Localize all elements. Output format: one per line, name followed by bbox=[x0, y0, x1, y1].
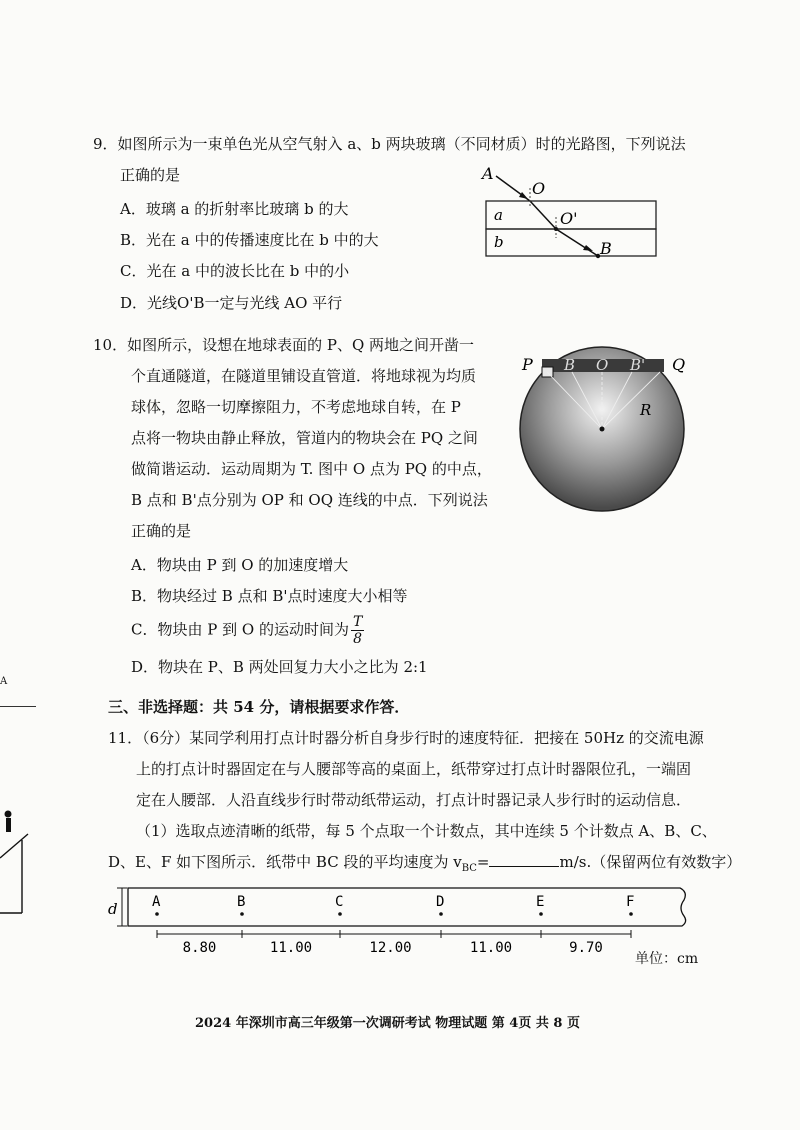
margin-figure bbox=[0, 808, 30, 916]
tape-segment-value: 12.00 bbox=[369, 940, 412, 956]
q10-stem-line6: B 点和 B'点分别为 OP 和 OQ 连线的中点．下列说法 bbox=[131, 491, 488, 509]
q9-option-b: B．光在 a 中的传播速度比在 b 中的大 bbox=[120, 231, 379, 249]
answer-blank-vbc[interactable] bbox=[489, 852, 559, 867]
page-footer: 2024 年深圳市高三年级第一次调研考试 物理试题 第 4页 共 8 页 bbox=[195, 1016, 580, 1031]
q10-label-q: Q bbox=[672, 355, 686, 374]
tape-point-label-d: D bbox=[436, 894, 445, 910]
tape-point-dot-b bbox=[240, 912, 244, 916]
q10-stem-line3: 球体，忽略一切摩擦阻力，不考虑地球自转，在 P bbox=[131, 398, 461, 416]
section3-heading: 三、非选择题：共 54 分，请根据要求作答． bbox=[108, 698, 410, 716]
q9-label-glass-b: b bbox=[494, 233, 504, 251]
tape-point-dot-a bbox=[155, 912, 159, 916]
tape-point-label-a: A bbox=[152, 894, 161, 910]
q9-label-b-point: B bbox=[600, 239, 612, 258]
q10-stem-line2: 个直通隧道，在隧道里铺设直管道．将地球视为均质 bbox=[131, 367, 477, 385]
tape-dimensions bbox=[157, 930, 631, 956]
tape-point-dot-d bbox=[439, 912, 443, 916]
q9-number: 9． bbox=[93, 135, 118, 153]
q9-stem-line1: 9．如图所示为一束单色光从空气射入 a、b 两块玻璃（不同材质）时的光路图，下列说法 bbox=[93, 135, 686, 153]
q10-label-r: R bbox=[640, 401, 652, 419]
q10-option-b: B．物块经过 B 点和 B'点时速度大小相等 bbox=[131, 587, 408, 605]
q9-label-o-prime: O' bbox=[560, 209, 578, 228]
q10-stem-line1: 10．如图所示，设想在地球表面的 P、Q 两地之间开凿一 bbox=[93, 336, 475, 354]
q9-option-c: C．光在 a 中的波长比在 b 中的小 bbox=[120, 262, 350, 280]
q10-stem-line5: 做简谐运动．运动周期为 T. 图中 O 点为 PQ 的中点， bbox=[131, 460, 492, 478]
q9-option-d: D．光线O'B一定与光线 AO 平行 bbox=[120, 294, 343, 312]
q10-option-c: C．物块由 P 到 O 的运动时间为 $\frac{T}{8}$ bbox=[131, 614, 363, 647]
d-label: d bbox=[108, 900, 118, 918]
glass-b-block bbox=[486, 229, 656, 256]
margin-rule bbox=[0, 706, 36, 707]
tape-point-label-e: E bbox=[536, 894, 545, 910]
q10-option-a: A．物块由 P 到 O 的加速度增大 bbox=[131, 556, 349, 574]
q9-option-a: A．玻璃 a 的折射率比玻璃 b 的大 bbox=[120, 200, 349, 218]
q11-tape-figure bbox=[100, 884, 700, 974]
q10-option-c-fraction: $\frac{T}{8}$ bbox=[352, 614, 363, 647]
q10-stem-line7: 正确的是 bbox=[131, 522, 192, 540]
q11-line5: D、E、F 如下图所示．纸带中 BC 段的平均速度为 $v_{BC}= m/s$.（保留两位有效数字） bbox=[108, 853, 742, 874]
tape-segment-value: 9.70 bbox=[569, 940, 603, 956]
q10-label-p: P bbox=[522, 355, 533, 374]
tape-point-label-f: F bbox=[626, 894, 635, 910]
q10-number: 10． bbox=[93, 336, 128, 354]
q11-line4: （1）选取点迹清晰的纸带，每 5 个点取一个计数点，其中连续 5 个计数点 A、B、C、 bbox=[136, 822, 717, 840]
q11-number: 11． bbox=[108, 729, 143, 747]
q10-label-b: B bbox=[564, 356, 576, 374]
margin-letter: A bbox=[0, 676, 8, 687]
q11-line3: 定在人腰部．人沿直线步行时带动纸带运动，打点计时器记录人步行时的运动信息． bbox=[136, 791, 692, 809]
tape-unit: 单位：cm bbox=[635, 951, 699, 967]
q9-label-glass-a: a bbox=[494, 206, 503, 224]
q9-label-a-point: A bbox=[482, 164, 494, 183]
paper-tape bbox=[128, 888, 686, 926]
q9-label-o: O bbox=[532, 179, 546, 198]
q10-figure bbox=[512, 345, 702, 515]
q10-label-o: O bbox=[596, 356, 609, 374]
earth-center bbox=[600, 427, 605, 432]
q11-line2: 上的打点计时器固定在与人腰部等高的桌面上，纸带穿过打点计时器限位孔，一端固 bbox=[136, 760, 692, 778]
tape-point-dot-c bbox=[338, 912, 342, 916]
q10-stem-line4: 点将一物块由静止释放，管道内的物块会在 PQ 之间 bbox=[131, 429, 478, 447]
tape-point-dot-e bbox=[539, 912, 543, 916]
q9-light-ray bbox=[496, 176, 600, 258]
tape-point-label-b: B bbox=[237, 894, 246, 910]
q11-line1: 11．（6分）某同学利用打点计时器分析自身步行时的速度特征．把接在 50Hz 的交流电源 bbox=[108, 729, 704, 747]
q9-stem-line2: 正确的是 bbox=[120, 166, 181, 184]
tape-point-dot-f bbox=[629, 912, 633, 916]
q10-label-b-prime: B' bbox=[630, 356, 646, 374]
q10-option-d: D．物块在 P、B 两处回复力大小之比为 2:1 bbox=[131, 658, 428, 676]
tape-segment-value: 11.00 bbox=[269, 940, 313, 956]
tape-points bbox=[152, 894, 634, 916]
tape-point-label-c: C bbox=[335, 894, 344, 910]
tape-segment-value: 11.00 bbox=[469, 940, 513, 956]
tape-segment-value: 8.80 bbox=[182, 940, 217, 956]
q9-figure bbox=[478, 162, 668, 266]
